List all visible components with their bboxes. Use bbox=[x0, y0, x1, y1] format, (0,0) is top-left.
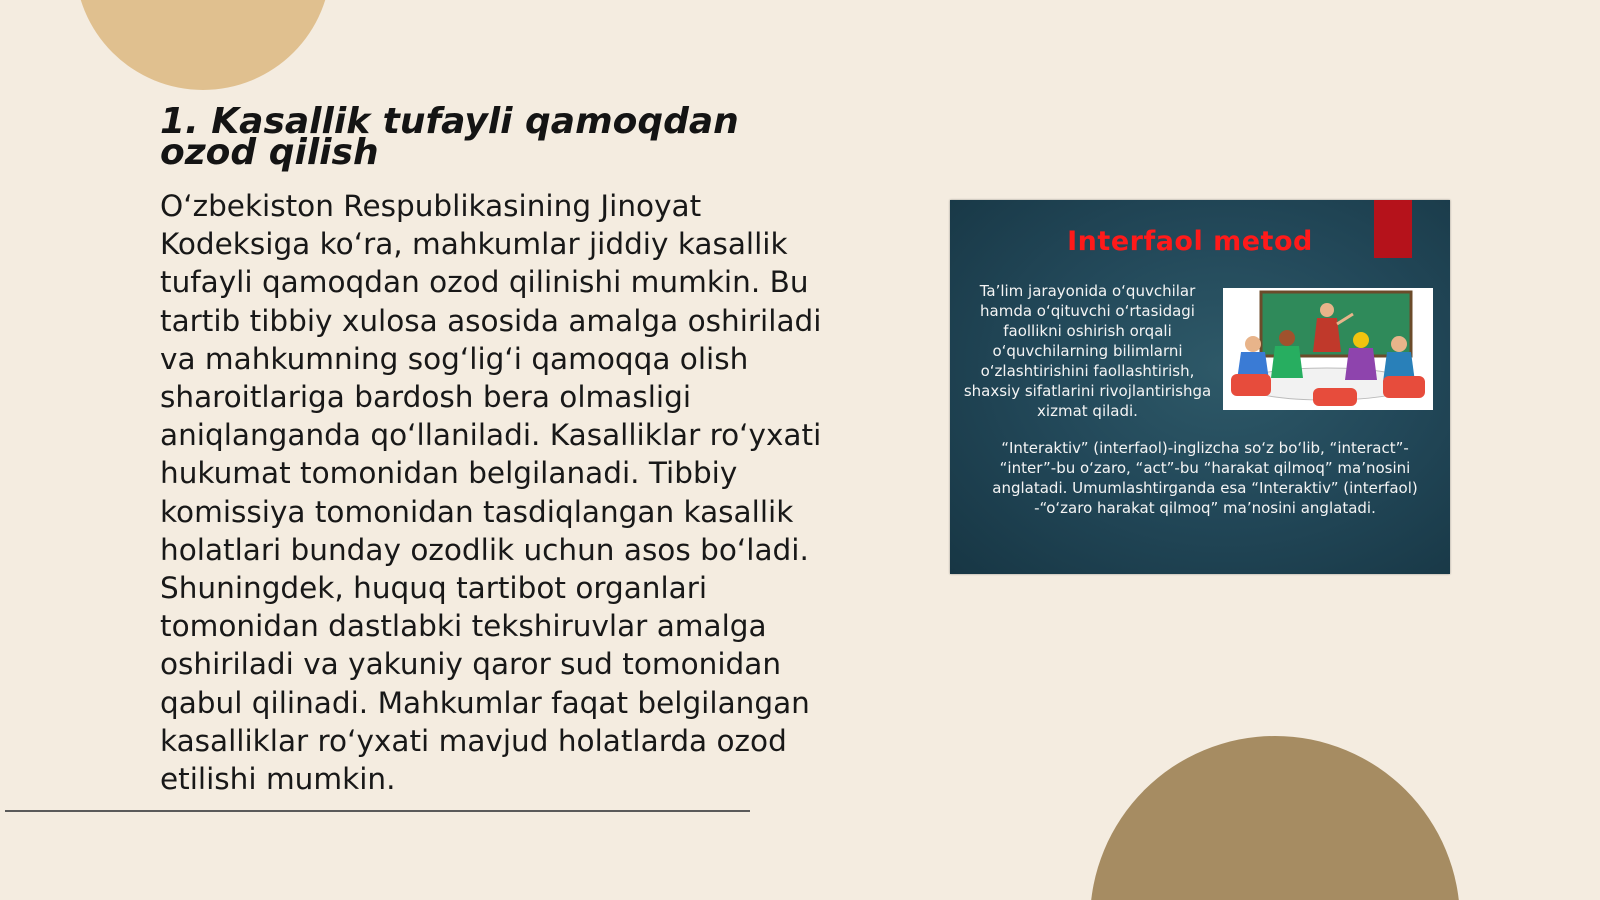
classroom-illustration-icon bbox=[1223, 288, 1433, 410]
picture-definition: “Interaktiv” (interfaol)-inglizcha so‘z bo‘lib, “interact”- “inter”-bu o‘zaro, “act”-bu “harakat qilmoq” ma’nosini anglatadi. Umumlashtirganda esa “Interaktiv” (interfaol) -“o‘zaro harakat qilmoq” ma’nosini anglatadi. bbox=[992, 439, 1418, 517]
slide-title: 1. Kasallik tufayli qamoqdan ozod qilish bbox=[160, 101, 739, 173]
interfaol-metod-picture bbox=[950, 200, 1450, 574]
decorative-circle-bottom bbox=[1090, 736, 1460, 900]
picture-title: Interfaol metod bbox=[1067, 226, 1313, 257]
picture-paragraph: Ta’lim jarayonida o‘quvchilar hamda o‘qituvchi o‘rtasidagi faollikni oshirish orqali o‘quvchilarning bilimlarni o‘zlashtirishini faollashtirish, shaxsiy sifatlarini rivojlantirishga xizmat qiladi. bbox=[963, 282, 1212, 420]
slide-body-text: O‘zbekiston Respublikasining Jinoyat Kodeksiga ko‘ra, mahkumlar jiddiy kasallik tufayli qamoqdan ozod qilinishi mumkin. Bu tartib tibbiy xulosa asosida amalga oshiriladi va mahkumning sog‘lig‘i qamoqqa olish sharoitlariga bardosh bera olmasligi aniqlanganda qo‘llaniladi. Kasalliklar ro‘yxati hukumat tomonidan belgilanadi. Tibbiy komissiya tomonidan tasdiqlangan kasallik holatlari bunday ozodlik uchun asos bo‘ladi. Shuningdek, huquq tartibot organlari tomonidan dastlabki tekshiruvlar amalga oshiriladi va yakuniy qaror sud tomonidan qabul qilinadi. Mahkumlar faqat belgilangan kasalliklar ro‘yxati mavjud holatlarda ozod etilishi mumkin. bbox=[160, 189, 822, 797]
decorative-circle-top bbox=[75, 0, 331, 90]
divider-line bbox=[5, 810, 750, 812]
